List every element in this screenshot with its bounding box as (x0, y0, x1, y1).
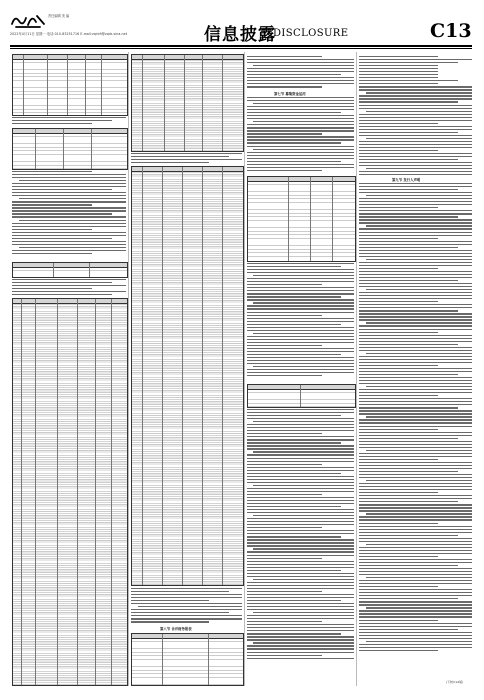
masthead-rule-thin (10, 48, 472, 49)
data-table (12, 128, 128, 170)
text-block (131, 588, 242, 624)
newspaper-logo (10, 12, 46, 30)
data-table (247, 384, 356, 408)
section-title-cn: 信息披露 (204, 25, 276, 45)
logo-calligraphy-icon (10, 12, 46, 30)
text-block (247, 56, 354, 89)
data-table (131, 166, 244, 586)
masthead-rule (10, 45, 472, 47)
data-table (247, 176, 356, 262)
section-heading: 第八节 合并财务报表 (160, 627, 192, 631)
column-divider (244, 52, 245, 686)
masthead (0, 0, 484, 46)
data-table (12, 298, 128, 686)
section-heading: 第九节 发行人声明 (392, 178, 421, 182)
date-line: 2022年4月11日 星期一 电话:010-83251716 E-mail:zqrb9@zqrb.sina.net (10, 32, 128, 36)
text-block (12, 171, 126, 256)
text-block (359, 56, 472, 177)
text-block (247, 409, 354, 661)
section-title-en: DISCLOSURE (273, 28, 349, 39)
text-block (12, 117, 126, 126)
text-block (247, 97, 354, 173)
text-block (12, 279, 126, 297)
data-table (131, 633, 244, 686)
data-table (131, 54, 244, 152)
text-block (131, 153, 242, 165)
column-divider (128, 52, 129, 686)
data-table (12, 262, 128, 278)
text-block (359, 183, 472, 653)
text-block (247, 263, 354, 378)
section-heading: 第七节 募集资金运用 (274, 92, 306, 96)
page-number: C13 (430, 20, 472, 42)
data-table (12, 54, 128, 116)
continued-note: (下转C14版) (446, 680, 464, 684)
column-divider (356, 52, 357, 686)
edition-meta: 责任编辑 美 编 (48, 14, 70, 18)
